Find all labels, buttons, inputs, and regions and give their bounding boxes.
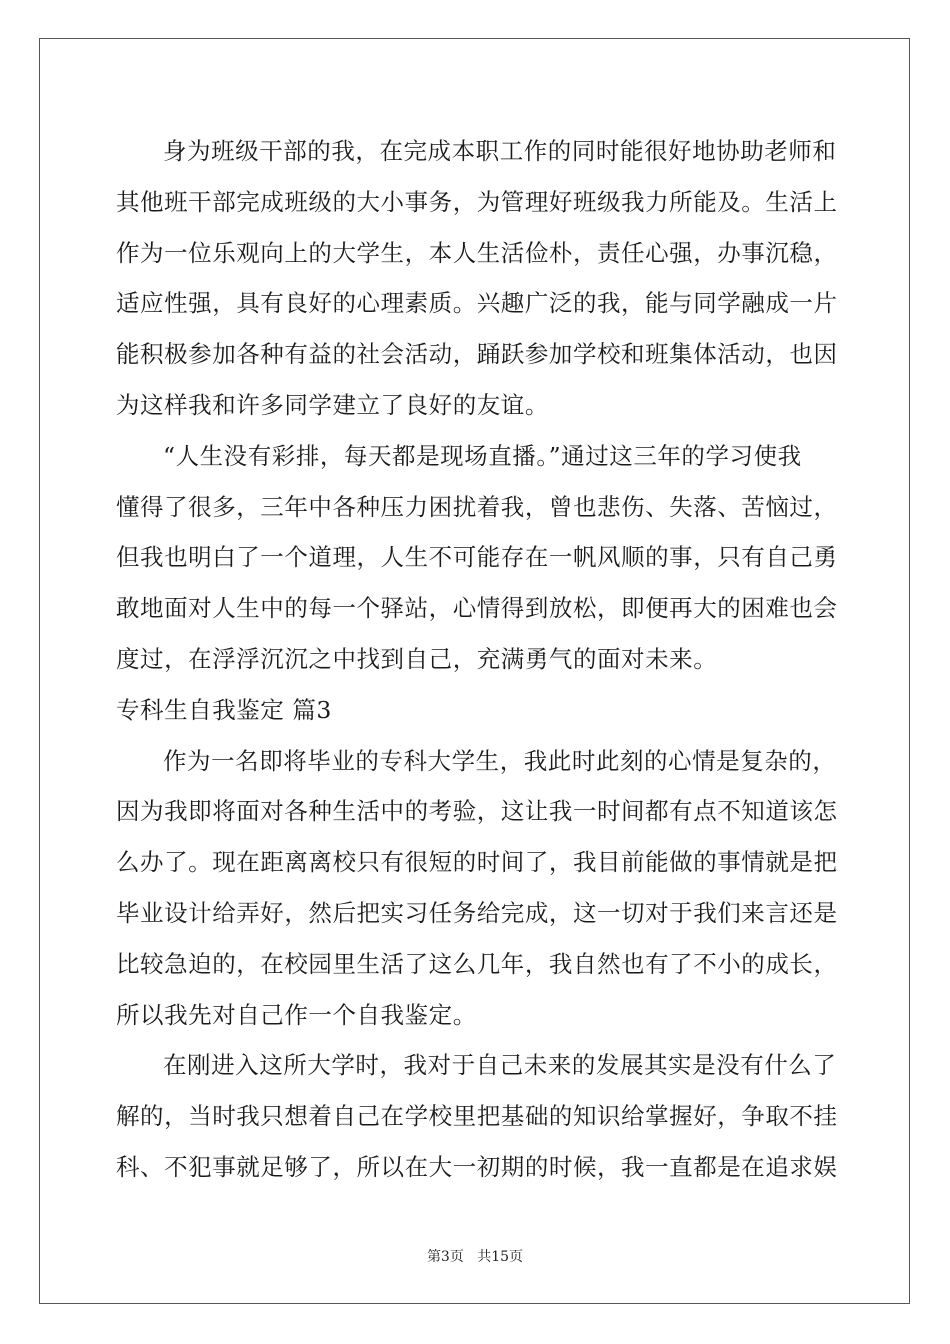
page-footer <box>0 1246 950 1266</box>
text-line: 科、不犯事就足够了，所以在大一初期的时候，我一直都是在追求娱 <box>116 1152 838 1181</box>
text-line: 身为班级干部的我，在完成本职工作的同时能很好地协助老师和 <box>163 137 837 165</box>
text-line: 为这样我和许多同学建立了良好的友谊。 <box>116 390 549 419</box>
text-line: 解的，当时我只想着自己在学校里把基础的知识给掌握好，争取不挂 <box>116 1102 838 1131</box>
text-line: 比较急迫的，在校园里生活了这么几年，我自然也有了不小的成长， <box>116 949 838 978</box>
page-number-total: 共15页 <box>477 1249 524 1265</box>
text-line: 度过，在浮浮沉沉之中找到自己，充满勇气的面对未来。 <box>116 644 718 673</box>
page-number-current: 第3页 <box>426 1249 464 1265</box>
text-line: 其他班干部完成班级的大小事务，为管理好班级我力所能及。生活上 <box>116 187 838 216</box>
text-line: 适应性强，具有良好的心理素质。兴趣广泛的我，能与同学融成一片 <box>116 289 838 318</box>
text-line: 懂得了很多，三年中各种压力困扰着我，曾也悲伤、失落、苦恼过， <box>116 492 838 521</box>
text-line: 作为一名即将毕业的专科大学生，我此时此刻的心情是复杂的， <box>163 746 837 775</box>
footer-separator <box>464 1249 477 1265</box>
text-line: 能积极参加各种有益的社会活动，踊跃参加学校和班集体活动，也因 <box>116 340 838 369</box>
section-heading: 专科生自我鉴定 篇3 <box>116 695 332 724</box>
document-body <box>116 126 836 1193</box>
text-line: 所以我先对自己作一个自我鉴定。 <box>116 1000 477 1029</box>
text-line: 作为一位乐观向上的大学生，本人生活俭朴，责任心强，办事沉稳， <box>116 238 838 267</box>
text-line: 毕业设计给弄好，然后把实习任务给完成，这一切对于我们来言还是 <box>116 898 838 927</box>
text-line: 么办了。现在距离离校只有很短的时间了，我目前能做的事情就是把 <box>116 848 838 877</box>
text-line: 敢地面对人生中的每一个驿站，心情得到放松，即便再大的困难也会 <box>116 594 838 623</box>
text-line: 在刚进入这所大学时，我对于自己未来的发展其实是没有什么了 <box>163 1051 837 1080</box>
text-line: “人生没有彩排，每天都是现场直播。”通过这三年的学习使我 <box>163 441 802 470</box>
text-line: 但我也明白了一个道理，人生不可能存在一帆风顺的事，只有自己勇 <box>116 543 838 572</box>
text-line: 因为我即将面对各种生活中的考验，这让我一时间都有点不知道该怎 <box>116 797 838 826</box>
